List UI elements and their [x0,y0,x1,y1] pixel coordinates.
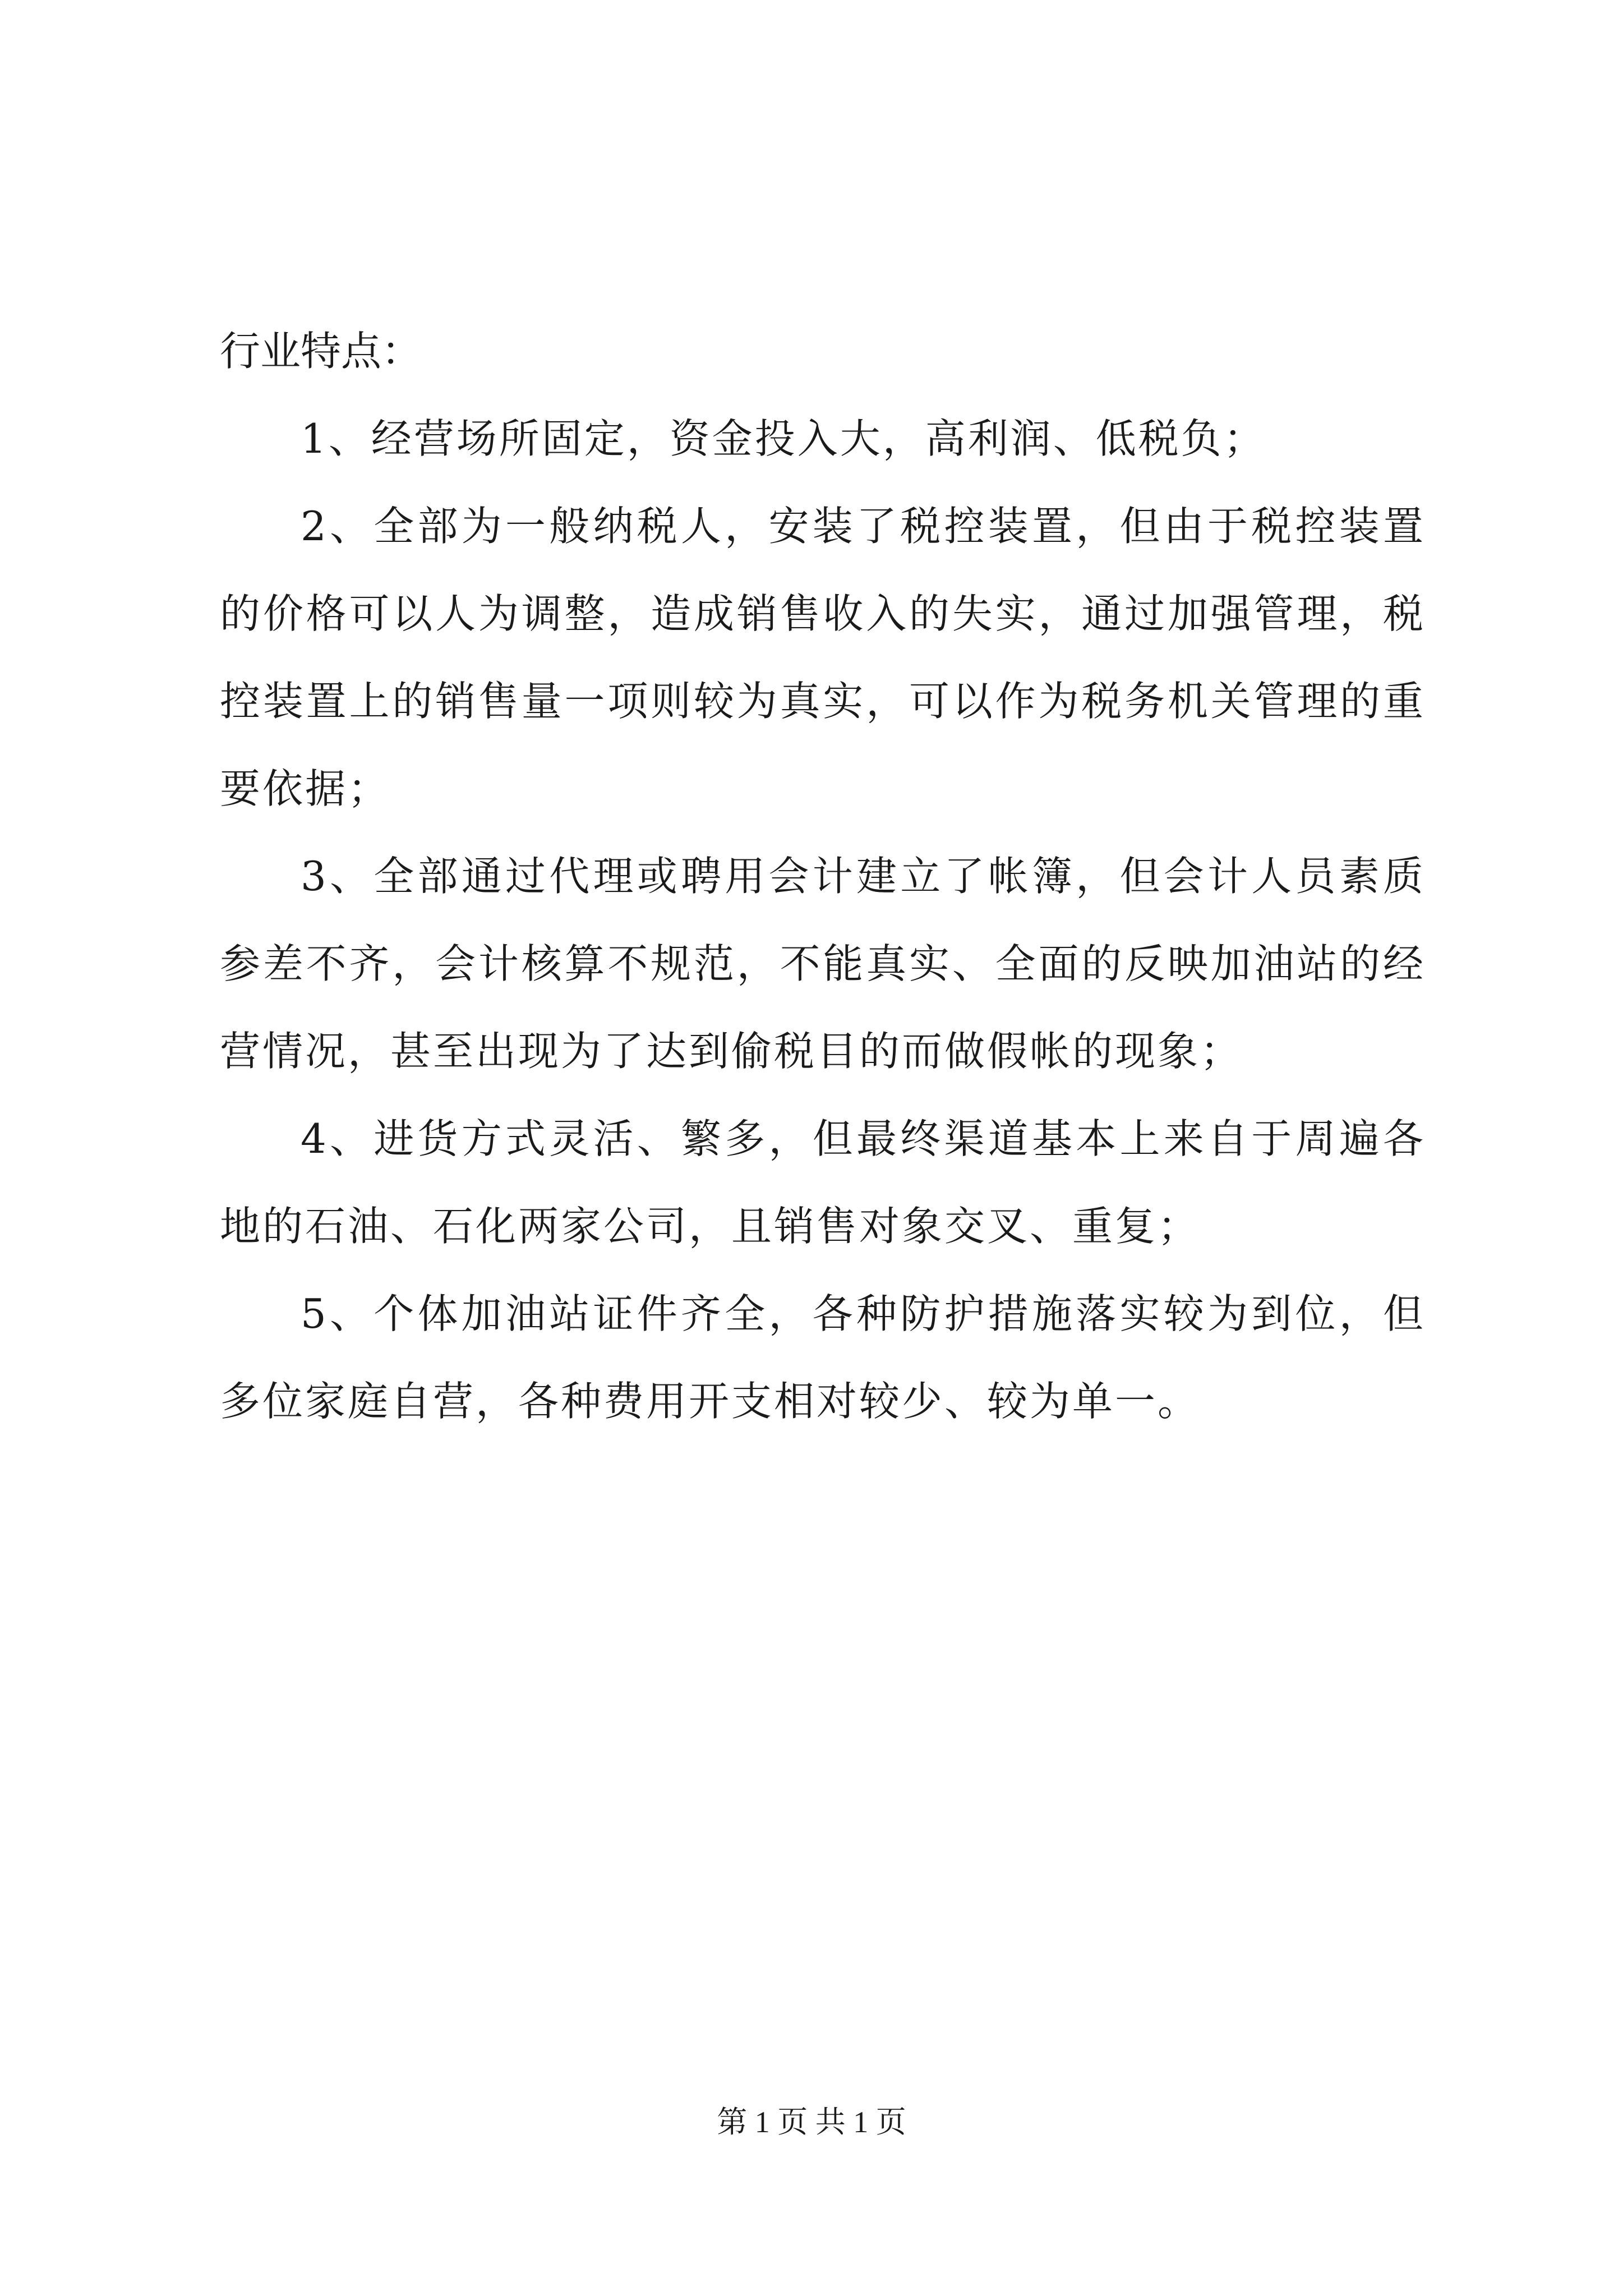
section-heading: 行业特点： [220,328,422,375]
paragraph-item-1: 1、经营场所固定，资金投入大，高利润、低税负； [301,415,1266,462]
document-body [220,307,1426,1445]
page-number-footer: 第 1 页 共 1 页 [717,2105,906,2139]
paragraph-item-2: 2、全部为一般纳税人，安装了税控装置，但由于税控装置的价格可以人为调整，造成销售收入的失实，通过加强管理，税控装置上的销售量一项则较为真实，可以作为税务机关管理的重要依据； [220,503,1426,812]
paragraph-item-4: 4、进货方式灵活、繁多，但最终渠道基本上来自于周遍各地的石油、石化两家公司，且销售对象交叉、重复； [220,1115,1426,1250]
paragraph-item-5: 5、个体加油站证件齐全，各种防护措施落实较为到位，但多位家庭自营，各种费用开支相对较少、较为单一。 [220,1290,1426,1425]
paragraph-item-3: 3、全部通过代理或聘用会计建立了帐簿，但会计人员素质参差不齐，会计核算不规范，不能真实、全面的反映加油站的经营情况，甚至出现为了达到偷税目的而做假帐的现象； [220,853,1426,1075]
